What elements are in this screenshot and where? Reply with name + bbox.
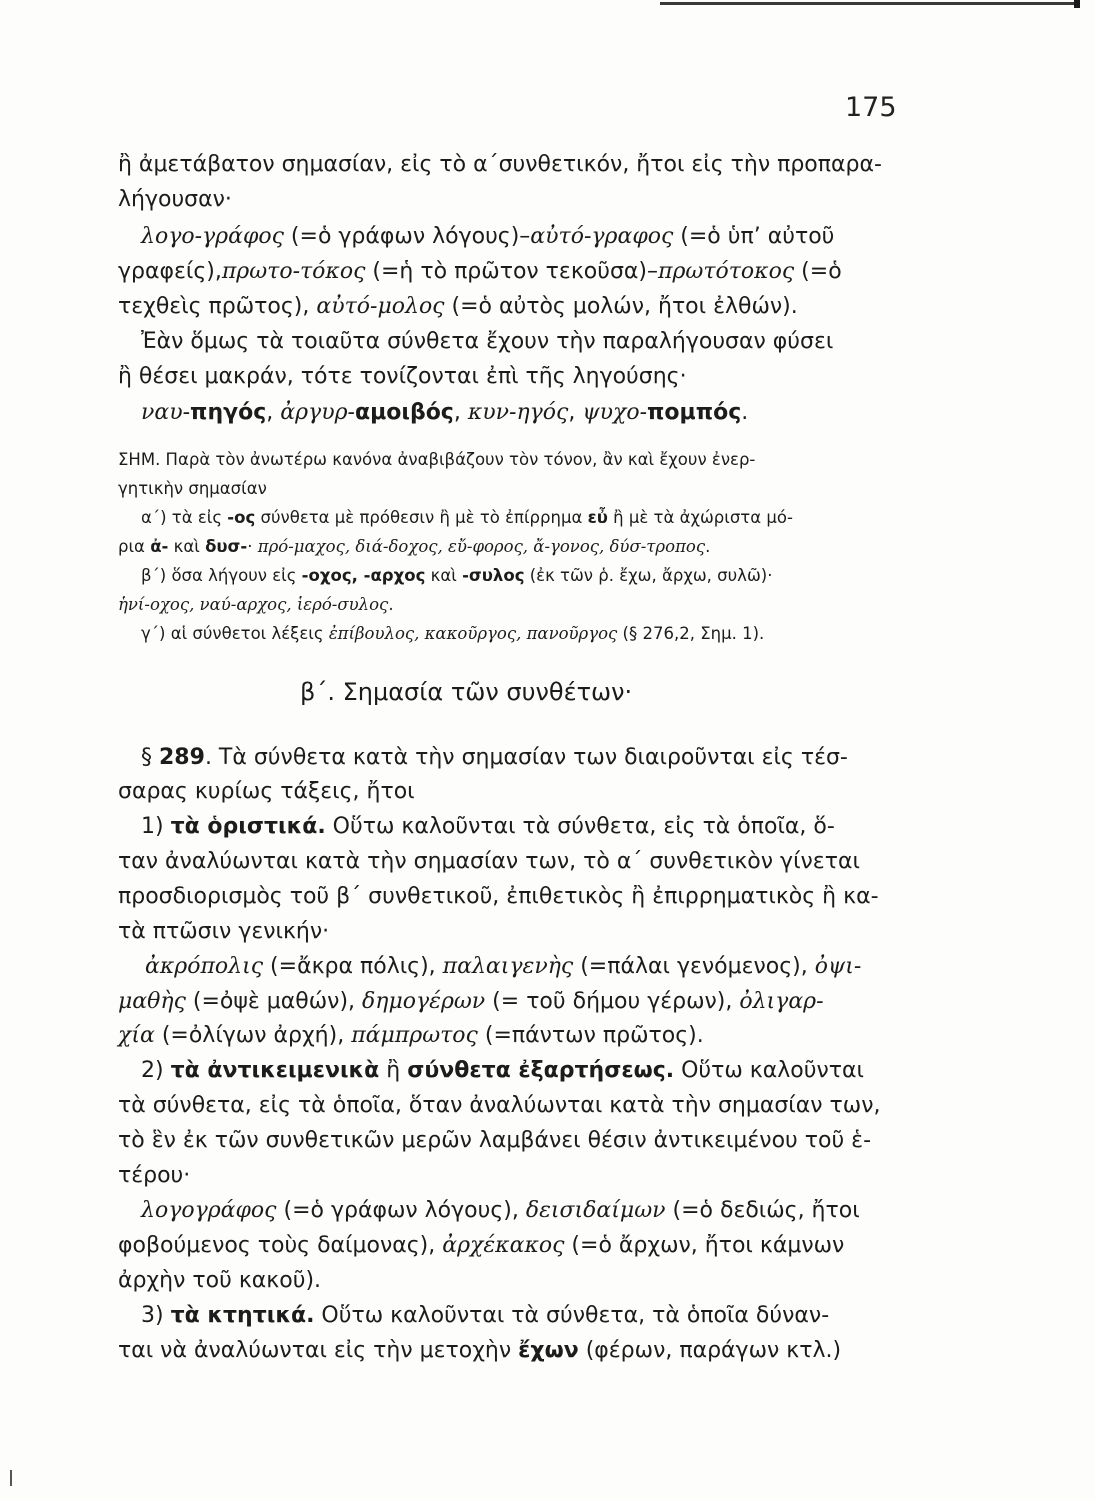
scan-top-rule bbox=[660, 2, 1080, 5]
example-line: χία (=ὀλίγων ἀρχή), πάμπρωτος (=πάντων πρῶτος). bbox=[118, 1023, 704, 1048]
text-line: τέρου· bbox=[118, 1163, 191, 1188]
scan-edge-mark bbox=[10, 1470, 12, 1486]
example-line: ἀκρόπολις (=ἄκρα πόλις), παλαιγενὴς (=πάλαι γενόμενος), ὀψι- bbox=[145, 954, 862, 979]
example-line: ἀρχὴν τοῦ κακοῦ). bbox=[118, 1268, 322, 1293]
text-line: τὰ σύνθετα, εἰς τὰ ὁποῖα, ὅταν ἀναλύωνται κατὰ τὴν σημασίαν των, bbox=[118, 1093, 881, 1118]
text-line: τὰ πτῶσιν γενικήν· bbox=[118, 919, 330, 944]
note-line: β΄) ὅσα λήγουν εἰς -οχος, -αρχος καὶ -συλος (ἐκ τῶν ῥ. ἔχω, ἄρχω, συλῶ)· bbox=[141, 566, 773, 585]
example-line: λογο-γράφος (=ὁ γράφων λόγους)–αὐτό-γραφος (=ὁ ὑπ’ αὐτοῦ bbox=[141, 224, 835, 249]
text-line: ἢ ἀμετάβατον σημασίαν, εἰς τὸ α΄συνθετικόν, ἤτοι εἰς τὴν προπαρα- bbox=[118, 152, 882, 177]
text-line: λήγουσαν· bbox=[118, 187, 232, 212]
note-line: ΣΗΜ. Παρὰ τὸν ἀνωτέρω κανόνα ἀναβιβάζουν τὸν τόνον, ἂν καὶ ἔχουν ἐνερ- bbox=[118, 450, 756, 469]
text-line: σαρας κυρίως τάξεις, ἤτοι bbox=[118, 779, 415, 804]
example-line: γραφείς),πρωτο-τόκος (=ἡ τὸ πρῶτον τεκοῦσα)–πρωτότοκος (=ὁ bbox=[118, 259, 842, 284]
example-line: φοβούμενος τοὺς δαίμονας), ἀρχέκακος (=ὁ ἄρχων, ἤτοι κάμνων bbox=[118, 1233, 845, 1258]
note-line: α΄) τὰ εἰς -ος σύνθετα μὲ πρόθεσιν ἢ μὲ τὸ ἐπίρρημα εὖ ἢ μὲ τὰ ἀχώριστα μό- bbox=[141, 508, 793, 527]
scan-corner-mark bbox=[1074, 0, 1080, 8]
section-heading: β΄. Σημασία τῶν συνθέτων· bbox=[300, 678, 633, 706]
note-line: ἡνί-οχος, ναύ-αρχος, ἱερό-συλος. bbox=[118, 595, 394, 614]
note-line: ρια ἀ- καὶ δυσ-· πρό-μαχος, διά-δοχος, εὔ-φορος, ἄ-γονος, δύσ-τροπος. bbox=[118, 537, 711, 556]
text-line: ταν ἀναλύωνται κατὰ τὴν σημασίαν των, τὸ α΄ συνθετικὸν γίνεται bbox=[118, 849, 860, 874]
note-line: γ΄) αἱ σύνθετοι λέξεις ἐπίβουλος, κακοῦργος, πανοῦργος (§ 276,2, Σημ. 1). bbox=[141, 624, 765, 643]
example-line: ναυ-πηγός, ἀργυρ-αμοιβός, κυν-ηγός, ψυχο-πομπός. bbox=[141, 400, 749, 425]
example-line: λογογράφος (=ὁ γράφων λόγους), δεισιδαίμων (=ὁ δεδιώς, ἤτοι bbox=[141, 1198, 860, 1223]
text-line: 3) τὰ κτητικά. Οὕτω καλοῦνται τὰ σύνθετα, τὰ ὁποῖα δύναν- bbox=[141, 1303, 830, 1328]
text-line: τὸ ἓν ἐκ τῶν συνθετικῶν μερῶν λαμβάνει θέσιν ἀντικειμένου τοῦ ἑ- bbox=[118, 1128, 872, 1153]
text-line: Ἐὰν ὅμως τὰ τοιαῦτα σύνθετα ἔχουν τὴν παραλήγουσαν φύσει bbox=[141, 329, 834, 354]
note-line: γητικὴν σημασίαν bbox=[118, 479, 267, 498]
section-paragraph-line: § 289. Τὰ σύνθετα κατὰ τὴν σημασίαν των διαιροῦνται εἰς τέσ- bbox=[141, 745, 848, 770]
text-line: προσδιορισμὸς τοῦ β΄ συνθετικοῦ, ἐπιθετικὸς ἢ ἐπιρρηματικὸς ἢ κα- bbox=[118, 884, 879, 909]
page-number: 175 bbox=[845, 92, 897, 123]
example-line: μαθὴς (=ὀψὲ μαθών), δημογέρων (= τοῦ δήμου γέρων), ὀλιγαρ- bbox=[118, 989, 824, 1014]
text-line: ἢ θέσει μακράν, τότε τονίζονται ἐπὶ τῆς ληγούσης· bbox=[118, 364, 687, 389]
text-line: ται νὰ ἀναλύωνται εἰς τὴν μετοχὴν ἔχων (φέρων, παράγων κτλ.) bbox=[118, 1338, 842, 1363]
text-line: 2) τὰ ἀντικειμενικὰ ἢ σύνθετα ἐξαρτήσεως. Οὕτω καλοῦνται bbox=[141, 1058, 864, 1083]
example-line: τεχθεὶς πρῶτος), αὐτό-μολος (=ὁ αὐτὸς μολών, ἤτοι ἐλθών). bbox=[118, 294, 798, 319]
text-line: 1) τὰ ὁριστικά. Οὕτω καλοῦνται τὰ σύνθετα, εἰς τὰ ὁποῖα, ὅ- bbox=[141, 814, 835, 839]
